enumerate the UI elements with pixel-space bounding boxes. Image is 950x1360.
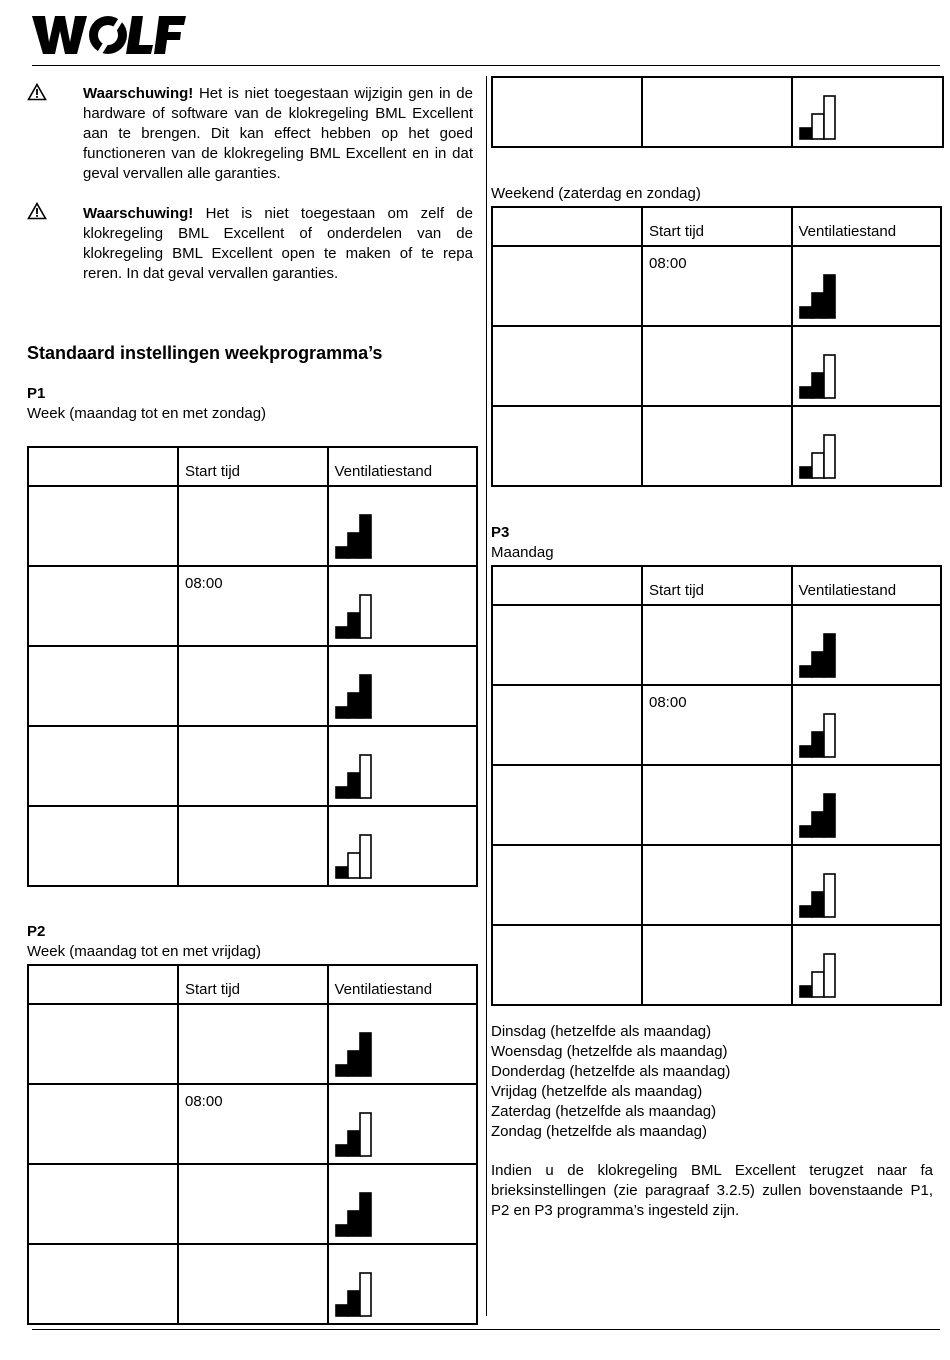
warning-triangle-icon — [27, 202, 47, 220]
day-cell — [28, 1164, 178, 1244]
ventilation-step — [360, 595, 371, 638]
ventilation-step — [336, 627, 348, 638]
ventilation-step — [360, 675, 371, 718]
ventilation-level-icon — [799, 431, 847, 479]
start-time-cell — [642, 845, 792, 925]
p1-subtitle: Week (maandag tot en met zondag) — [27, 405, 267, 422]
list-item: Donderdag (hetzelfde als maandag) — [491, 1063, 731, 1080]
start-time-cell — [178, 646, 328, 726]
ventilation-cell — [328, 726, 478, 806]
day-cell — [28, 646, 178, 726]
ventilation-step — [824, 954, 835, 997]
header-ventilation: Ventilatiestand — [792, 207, 942, 246]
ventilation-level-icon — [799, 92, 847, 140]
ventilation-step — [824, 634, 835, 677]
list-item: Woensdag (hetzelfde als maandag) — [491, 1043, 728, 1060]
day-cell — [492, 326, 642, 406]
ventilation-cell — [792, 925, 942, 1005]
ventilation-step — [800, 906, 812, 917]
p3-title: P3 — [491, 524, 510, 541]
table-row — [492, 77, 943, 147]
list-item: Dinsdag (hetzelfde als maandag) — [491, 1023, 712, 1040]
header-cell-empty — [492, 207, 642, 246]
header-start-time: Start tijd — [642, 207, 792, 246]
ventilation-level-icon — [799, 790, 847, 838]
p2-subtitle: Week (maandag tot en met vrijdag) — [27, 943, 262, 960]
ventilation-step — [336, 867, 348, 878]
section-title: Standaard instellingen weekprogramma’s — [27, 343, 383, 363]
ventilation-cell — [792, 845, 942, 925]
ventilation-level-icon — [335, 1029, 383, 1077]
start-time-cell — [642, 326, 792, 406]
ventilation-step — [336, 707, 348, 718]
p2-title: P2 — [27, 923, 46, 940]
table-row — [492, 765, 941, 845]
ventilation-step — [824, 794, 835, 837]
table-row — [28, 566, 477, 646]
ventilation-level-icon — [335, 1189, 383, 1237]
ventilation-step — [812, 453, 824, 478]
ventilation-level-icon — [335, 1269, 383, 1317]
header-rule — [32, 65, 940, 66]
list-item: Vrijdag (hetzelfde als maandag) — [491, 1083, 703, 1100]
day-cell — [28, 1084, 178, 1164]
table-row — [492, 406, 941, 486]
header-ventilation: Ventilatiestand — [328, 965, 478, 1004]
table-header-row — [28, 965, 477, 1004]
ventilation-level-icon — [335, 591, 383, 639]
column-divider — [486, 76, 487, 1316]
ventilation-level-icon — [799, 950, 847, 998]
ventilation-cell — [328, 1164, 478, 1244]
ventilation-step — [800, 387, 812, 398]
table-row — [28, 806, 477, 886]
start-time-cell — [178, 806, 328, 886]
start-time-cell — [178, 1004, 328, 1084]
day-cell — [492, 685, 642, 765]
day-cell — [28, 1244, 178, 1324]
table-row — [492, 685, 941, 765]
start-time-cell — [178, 486, 328, 566]
day-cell — [492, 765, 642, 845]
table-row — [492, 845, 941, 925]
ventilation-step — [800, 666, 812, 677]
table-row — [492, 246, 941, 326]
table-row — [492, 925, 941, 1005]
ventilation-cell — [792, 77, 943, 147]
ventilation-step — [348, 533, 360, 558]
warning-1 — [83, 84, 473, 184]
weekend-table — [491, 206, 942, 487]
day-cell — [492, 605, 642, 685]
table-header-row — [492, 207, 941, 246]
ventilation-step — [800, 826, 812, 837]
wolf-logo — [32, 14, 187, 56]
ventilation-level-icon — [335, 831, 383, 879]
ventilation-step — [360, 835, 371, 878]
ventilation-step — [824, 874, 835, 917]
header-cell-empty — [492, 566, 642, 605]
ventilation-step — [348, 1131, 360, 1156]
ventilation-step — [360, 1033, 371, 1076]
p1-title: P1 — [27, 385, 46, 402]
ventilation-step — [800, 746, 812, 757]
ventilation-step — [336, 1065, 348, 1076]
ventilation-step — [812, 293, 824, 318]
ventilation-step — [360, 1273, 371, 1316]
ventilation-level-icon — [335, 671, 383, 719]
p1-table — [27, 446, 478, 887]
ventilation-step — [348, 1291, 360, 1316]
ventilation-cell — [328, 1004, 478, 1084]
table-row — [28, 1004, 477, 1084]
day-cell — [492, 406, 642, 486]
table-header-row — [492, 566, 941, 605]
ventilation-step — [348, 853, 360, 878]
ventilation-step — [824, 435, 835, 478]
day-cell — [28, 486, 178, 566]
ventilation-level-icon — [335, 511, 383, 559]
p3-table — [491, 565, 942, 1006]
ventilation-step — [812, 652, 824, 677]
table-row — [28, 726, 477, 806]
ventilation-step — [812, 812, 824, 837]
ventilation-cell — [328, 1244, 478, 1324]
ventilation-step — [824, 355, 835, 398]
weekend-subtitle: Weekend (zaterdag en zondag) — [491, 185, 701, 202]
ventilation-step — [336, 787, 348, 798]
header-start-time: Start tijd — [642, 566, 792, 605]
header-ventilation: Ventilatiestand — [792, 566, 942, 605]
day-cell — [492, 845, 642, 925]
table-row — [492, 605, 941, 685]
ventilation-level-icon — [799, 630, 847, 678]
table-row — [28, 1164, 477, 1244]
ventilation-step — [824, 96, 835, 139]
ventilation-cell — [792, 685, 942, 765]
ventilation-step — [348, 693, 360, 718]
warning-2 — [83, 204, 473, 284]
warning-2-label: Waarschuwing! — [83, 205, 194, 222]
ventilation-step — [360, 515, 371, 558]
list-item: Zaterdag (hetzelfde als maandag) — [491, 1103, 717, 1120]
warning-triangle-icon — [27, 83, 47, 101]
ventilation-level-icon — [799, 271, 847, 319]
day-cell — [28, 726, 178, 806]
table-row — [28, 646, 477, 726]
ventilation-step — [812, 892, 824, 917]
day-cell — [28, 566, 178, 646]
ventilation-step — [812, 972, 824, 997]
ventilation-cell — [328, 806, 478, 886]
p3-subtitle: Maandag — [491, 544, 554, 561]
table-row — [28, 1084, 477, 1164]
ventilation-step — [812, 114, 824, 139]
ventilation-cell — [792, 406, 942, 486]
ventilation-cell — [792, 246, 942, 326]
start-time-cell — [642, 765, 792, 845]
ventilation-level-icon — [799, 870, 847, 918]
ventilation-cell — [328, 646, 478, 726]
start-time-cell — [642, 77, 792, 147]
start-time-cell — [642, 605, 792, 685]
table-row — [28, 1244, 477, 1324]
start-time-cell: 08:00 — [642, 246, 792, 326]
warning-1-text: Het is niet toegestaan wijzigin gen in de hardware of software van de klokregeling BML Excellent aan te brengen. Dit kan effect hebben op het goed functioneren van de klokregeling BML Excellent en in dat geval vervallen alle garanties. — [83, 85, 473, 182]
header-start-time: Start tijd — [178, 965, 328, 1004]
day-cell — [492, 77, 642, 147]
ventilation-step — [360, 1113, 371, 1156]
start-time-cell — [642, 925, 792, 1005]
ventilation-step — [348, 773, 360, 798]
ventilation-step — [360, 1193, 371, 1236]
ventilation-step — [800, 128, 812, 139]
ventilation-step — [812, 732, 824, 757]
p2-table-continued — [491, 76, 944, 148]
ventilation-step — [824, 714, 835, 757]
ventilation-level-icon — [799, 351, 847, 399]
ventilation-cell — [792, 605, 942, 685]
ventilation-step — [824, 275, 835, 318]
ventilation-cell — [328, 486, 478, 566]
start-time-cell — [178, 1244, 328, 1324]
ventilation-level-icon — [335, 1109, 383, 1157]
header-start-time: Start tijd — [178, 447, 328, 486]
ventilation-cell — [792, 326, 942, 406]
ventilation-cell — [792, 765, 942, 845]
ventilation-step — [336, 1225, 348, 1236]
ventilation-cell — [328, 1084, 478, 1164]
ventilation-step — [800, 467, 812, 478]
start-time-cell: 08:00 — [178, 566, 328, 646]
ventilation-level-icon — [335, 751, 383, 799]
day-cell — [28, 806, 178, 886]
table-row — [492, 326, 941, 406]
same-as-monday-list — [491, 1022, 730, 1142]
closing-paragraph: Indien u de klokregeling BML Excellent terugzet naar fa brieksinstellingen (zie paragraaf 3.2.5) zullen bovenstaande P1, P2 en P3 programma’s ingesteld zijn. — [491, 1162, 933, 1219]
ventilation-step — [336, 1305, 348, 1316]
header-cell-empty — [28, 447, 178, 486]
start-time-cell — [642, 406, 792, 486]
ventilation-cell — [328, 566, 478, 646]
day-cell — [28, 1004, 178, 1084]
table-row — [28, 486, 477, 566]
table-header-row — [28, 447, 477, 486]
footer-rule — [32, 1329, 940, 1330]
ventilation-step — [336, 547, 348, 558]
p2-table — [27, 964, 478, 1325]
header-ventilation: Ventilatiestand — [328, 447, 478, 486]
ventilation-step — [348, 1211, 360, 1236]
ventilation-step — [800, 307, 812, 318]
ventilation-level-icon — [799, 710, 847, 758]
start-time-cell: 08:00 — [642, 685, 792, 765]
day-cell — [492, 925, 642, 1005]
start-time-cell — [178, 1164, 328, 1244]
warning-1-label: Waarschuwing! — [83, 85, 194, 102]
ventilation-step — [336, 1145, 348, 1156]
ventilation-step — [348, 613, 360, 638]
ventilation-step — [800, 986, 812, 997]
start-time-cell — [178, 726, 328, 806]
ventilation-step — [348, 1051, 360, 1076]
list-item: Zondag (hetzelfde als maandag) — [491, 1123, 707, 1140]
ventilation-step — [812, 373, 824, 398]
day-cell — [492, 246, 642, 326]
header-cell-empty — [28, 965, 178, 1004]
ventilation-step — [360, 755, 371, 798]
start-time-cell: 08:00 — [178, 1084, 328, 1164]
warning-2-text: Het is niet toegestaan om zelf de klokregeling BML Excellent of onderdelen van de klokregeling BML Excellent open te maken of te repa reren. In dat geval vervallen garanties. — [83, 205, 473, 282]
